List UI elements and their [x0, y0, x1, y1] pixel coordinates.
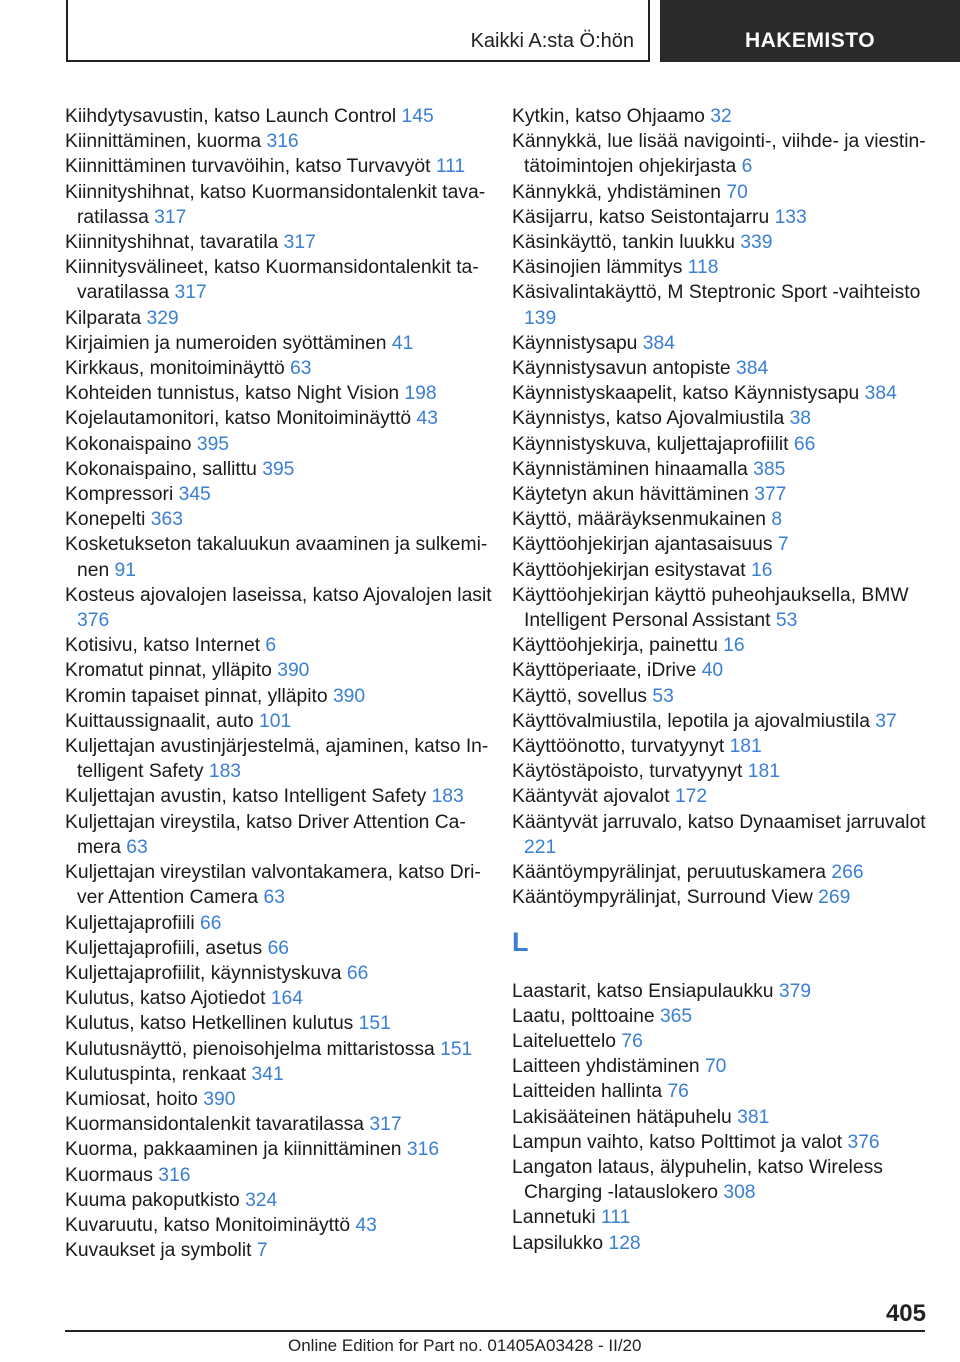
index-entry [512, 658, 932, 683]
footer-divider [65, 1330, 925, 1332]
entry-text: Kuljettajaprofiilit, käynnistyskuva [65, 962, 342, 984]
index-entry [512, 1029, 932, 1054]
page-link[interactable]: 70 [726, 181, 748, 203]
page-link[interactable]: 376 [847, 1131, 880, 1153]
page-link[interactable]: 16 [751, 559, 773, 581]
entry-text: Lapsilukko [512, 1232, 604, 1254]
page-link[interactable]: 390 [277, 660, 310, 682]
entry-text: Käsivalintakäyttö, M Steptronic Sport -vaihteisto [512, 282, 921, 304]
entry-text: Kromatut pinnat, ylläpito [65, 660, 272, 682]
index-entry [65, 684, 495, 709]
index-entry [512, 1004, 932, 1029]
entry-text: Kuorma, pakkaaminen ja kiinnittäminen [65, 1139, 402, 1161]
entry-text: Kilparata [65, 307, 142, 329]
index-entry [65, 104, 495, 129]
page-link[interactable]: 384 [642, 332, 675, 354]
page-link[interactable]: 377 [754, 484, 787, 506]
entry-text: Kiihdytysavustin, katso Launch Control [65, 106, 397, 127]
index-entry [65, 961, 495, 986]
index-entry [65, 1037, 495, 1062]
entry-text: Laastarit, katso Ensiapulaukku [512, 980, 774, 1002]
page-link[interactable]: 316 [406, 1139, 440, 1161]
page-link[interactable]: 66 [200, 912, 222, 934]
index-entry [65, 734, 495, 784]
page-link[interactable]: 66 [793, 433, 816, 455]
entry-text: Kromin tapaiset pinnat, ylläpito [65, 685, 328, 707]
entry-text: Kännykkä, lue lisää navigointi-, viihde- ja viestintätoimintojen ohjekirjasta [512, 131, 926, 178]
page-link[interactable]: 145 [401, 106, 434, 127]
page-link[interactable]: 41 [391, 332, 414, 354]
entry-text: Kääntöympyrälinjat, Surround View [512, 887, 813, 909]
entry-text: Kokonaispaino [65, 433, 192, 455]
page-link[interactable]: 329 [146, 307, 179, 329]
entry-text: Kohteiden tunnistus, katso Night Vision [65, 383, 400, 405]
page-link[interactable]: 76 [621, 1030, 643, 1052]
index-entry [512, 583, 932, 633]
index-entry [65, 432, 495, 457]
page-link[interactable]: 395 [262, 458, 295, 480]
entry-text: Laitteiden hallinta [512, 1081, 663, 1103]
page-link[interactable]: 139 [524, 307, 557, 329]
index-entry [65, 1188, 495, 1213]
index-entry [512, 356, 932, 381]
page-link[interactable]: 16 [723, 635, 745, 657]
index-entry [512, 432, 932, 457]
index-entry [65, 860, 495, 910]
entry-text: Kuvaruutu, katso Monitoiminäyttö [65, 1214, 351, 1236]
entry-text: Lakisääteinen hätäpuhelu [512, 1106, 732, 1128]
section-letter: L [512, 926, 529, 957]
index-tab[interactable]: HAKEMISTO [660, 0, 960, 62]
index-entry [65, 255, 495, 305]
entry-text: Kokonaispaino, sallittu [65, 458, 257, 480]
index-entry [512, 860, 932, 885]
page-link[interactable]: 345 [178, 484, 211, 506]
page-link[interactable]: 376 [77, 610, 110, 632]
page-link[interactable]: 324 [245, 1189, 278, 1211]
page-link[interactable]: 6 [741, 156, 753, 178]
page-link[interactable]: 151 [440, 1038, 473, 1060]
page-link[interactable]: 198 [404, 383, 437, 405]
page-link[interactable]: 7 [256, 1240, 268, 1262]
entry-text: Käsinkäyttö, tankin luukku [512, 232, 735, 254]
index-entry [65, 1213, 495, 1238]
page-link[interactable]: 339 [740, 232, 773, 254]
page-link[interactable]: 363 [150, 509, 183, 531]
page-link[interactable]: 390 [203, 1088, 236, 1110]
page-link[interactable]: 384 [736, 358, 769, 380]
entry-text: Kuljettajan vireystilan valvontakamera, katso Driver Attention Camera [65, 862, 481, 909]
entry-text: Kuljettajan avustinjärjestelmä, ajaminen, katso Intelligent Safety [65, 736, 489, 783]
index-entry [65, 1062, 495, 1087]
index-entry [65, 986, 495, 1011]
entry-text: Kulutusnäyttö, pienoisohjelma mittaristossa [65, 1038, 435, 1060]
index-entry [512, 180, 932, 205]
entry-text: Kirkkaus, monitoiminäyttö [65, 358, 285, 380]
index-entry [512, 558, 932, 583]
page-link[interactable]: 269 [818, 887, 851, 909]
page-link[interactable]: 7 [777, 534, 789, 556]
page-link[interactable]: 316 [158, 1164, 191, 1186]
entry-text: Kääntöympyrälinjat, peruutuskamera [512, 862, 827, 884]
page-link[interactable]: 111 [600, 1207, 631, 1229]
page-link[interactable]: 66 [346, 962, 369, 984]
index-entry [512, 885, 932, 910]
page-link[interactable]: 266 [831, 862, 864, 884]
entry-text: Kulutuspinta, renkaat [65, 1063, 247, 1085]
header-frame [66, 0, 650, 62]
index-entry [512, 255, 932, 280]
page-link[interactable]: 379 [778, 980, 812, 1002]
page-link[interactable]: 53 [775, 610, 798, 632]
page-link[interactable]: 395 [196, 433, 230, 455]
entry-text: Laiteluettelo [512, 1030, 616, 1052]
index-entry [512, 1155, 932, 1205]
index-entry [512, 532, 932, 557]
page-link[interactable]: 183 [431, 786, 464, 808]
entry-text: Käyttö, sovellus [512, 685, 648, 707]
page-link[interactable]: 308 [723, 1182, 756, 1204]
index-group-k [512, 104, 932, 911]
page-link[interactable]: 183 [208, 761, 242, 783]
index-entry [65, 356, 495, 381]
entry-text: Käyttöperiaate, iDrive [512, 660, 697, 682]
page-link[interactable]: 66 [267, 937, 290, 959]
page-link[interactable]: 128 [608, 1232, 641, 1254]
index-entry [512, 1205, 932, 1230]
entry-text: Käynnistys, katso Ajovalmiustila [512, 408, 785, 430]
page-link[interactable]: 101 [259, 710, 292, 732]
index-entry [512, 205, 932, 230]
page-link[interactable]: 365 [659, 1005, 693, 1027]
index-entry [512, 784, 932, 809]
page-link[interactable]: 181 [747, 761, 780, 783]
page-link[interactable]: 63 [263, 887, 285, 909]
page-link[interactable]: 151 [358, 1013, 391, 1035]
index-entry [512, 709, 932, 734]
index-entry [512, 482, 932, 507]
index-entry [65, 482, 495, 507]
index-entry [512, 230, 932, 255]
index-entry [512, 1054, 932, 1079]
page-link[interactable]: 53 [652, 685, 674, 707]
page-link[interactable]: 37 [875, 710, 897, 732]
page-link[interactable]: 43 [355, 1214, 377, 1236]
entry-text: Käyttö, määräyksenmukainen [512, 509, 766, 531]
index-group-l [512, 979, 932, 1256]
entry-text: Käsijarru, katso Seistontajarru [512, 206, 770, 228]
page-link[interactable]: 32 [710, 106, 732, 127]
index-entry [65, 1163, 495, 1188]
entry-text: Kiinnittäminen turvavöihin, katso Turvavyöt [65, 156, 431, 178]
entry-text: Käyttöohjekirja, painettu [512, 635, 718, 657]
index-entry [512, 331, 932, 356]
index-entry [512, 457, 932, 482]
entry-text: Kompressori [65, 484, 174, 506]
page-link[interactable]: 381 [737, 1106, 770, 1128]
index-entry [65, 507, 495, 532]
entry-text: Kotisivu, katso Internet [65, 635, 261, 657]
page-link[interactable]: 221 [524, 836, 557, 858]
index-entry [65, 381, 495, 406]
entry-text: Kiinnittäminen, kuorma [65, 131, 262, 153]
entry-text: Kirjaimien ja numeroiden syöttäminen [65, 332, 387, 354]
index-entry [65, 180, 495, 230]
page-link[interactable]: 385 [753, 458, 786, 480]
entry-text: Käyttöohjekirjan ajantasaisuus [512, 534, 773, 556]
entry-text: Lannetuki [512, 1207, 596, 1229]
page-number: 405 [885, 1300, 926, 1327]
entry-text: Kiinnitysvälineet, katso Kuormansidontalenkit tavaratilassa [65, 257, 479, 304]
entry-text: Kuljettajaprofiili [65, 912, 195, 934]
index-entry [512, 759, 932, 784]
footer-edition: Online Edition for Part no. 01405A03428 - II/20 [288, 1336, 642, 1355]
entry-text: Kulutus, katso Hetkellinen kulutus [65, 1013, 354, 1035]
entry-text: Käytetyn akun hävittäminen [512, 484, 749, 506]
index-entry [512, 507, 932, 532]
entry-text: Lampun vaihto, katso Polttimot ja valot [512, 1131, 843, 1153]
entry-text: Kytkin, katso Ohjaamo [512, 106, 705, 127]
index-entry [512, 979, 932, 1004]
entry-text: Käynnistäminen hinaamalla [512, 458, 748, 480]
page-link[interactable]: 316 [266, 131, 299, 153]
page-link[interactable]: 38 [789, 408, 812, 430]
entry-text: Laitteen yhdistäminen [512, 1056, 700, 1078]
entry-text: Kännykkä, yhdistäminen [512, 181, 721, 203]
index-entry [65, 457, 495, 482]
page-link[interactable]: 181 [729, 736, 762, 758]
index-entry [512, 1079, 932, 1104]
index-entry [65, 911, 495, 936]
page-link[interactable]: 6 [265, 635, 277, 657]
index-column-left [65, 104, 495, 1263]
entry-text: Kuuma pakoputkisto [65, 1189, 240, 1211]
index-entry [512, 406, 932, 431]
page-link[interactable]: 341 [251, 1063, 284, 1085]
page-link[interactable]: 172 [674, 786, 708, 808]
index-entry [65, 306, 495, 331]
entry-text: Käsinojien lämmitys [512, 257, 683, 279]
index-entry [65, 230, 495, 255]
entry-text: Kuljettajaprofiili, asetus [65, 937, 263, 959]
index-entry [65, 709, 495, 734]
index-entry [65, 154, 495, 179]
entry-text: Konepelti [65, 509, 146, 531]
index-entry [65, 532, 495, 582]
entry-text: Käynnistyskaapelit, katso Käynnistysapu [512, 383, 860, 405]
index-entry [65, 1011, 495, 1036]
entry-text: Käynnistysavun antopiste [512, 358, 731, 380]
page-link[interactable]: 91 [114, 559, 136, 581]
page-link[interactable]: 111 [435, 156, 466, 178]
index-entry [65, 658, 495, 683]
page-link[interactable]: 63 [126, 836, 148, 858]
index-entry [512, 1105, 932, 1130]
entry-text: Laatu, polttoaine [512, 1005, 655, 1027]
page-link[interactable]: 317 [369, 1114, 402, 1136]
page-link[interactable]: 40 [701, 660, 724, 682]
entry-text: Käyttöönotto, turvatyynyt [512, 736, 725, 758]
entry-text: Kuormansidontalenkit tavaratilassa [65, 1114, 365, 1136]
section-title: Kaikki A:sta Ö:hön [470, 30, 634, 52]
index-entry [512, 381, 932, 406]
page-link[interactable]: 70 [704, 1056, 727, 1078]
index-entry [512, 104, 932, 129]
entry-text: Käynnistyskuva, kuljettajaprofiilit [512, 433, 789, 455]
index-entry [65, 1137, 495, 1162]
entry-text: Käyttöohjekirjan käyttö puheohjauksella, BMW Intelligent Personal Assistant [512, 584, 909, 632]
entry-text: Kuormaus [65, 1164, 153, 1186]
entry-text: Kuvaukset ja symbolit [65, 1240, 252, 1262]
index-entry [512, 734, 932, 759]
entry-text: Käynnistysapu [512, 332, 638, 354]
index-entry [65, 129, 495, 154]
page-link[interactable]: 43 [416, 408, 438, 430]
entry-text: Langaton lataus, älypuhelin, katso Wireless Charging -latauslokero [512, 1156, 883, 1204]
entry-text: Kuljettajan avustin, katso Intelligent Safety [65, 786, 427, 808]
entry-text: Kääntyvät ajovalot [512, 786, 670, 808]
index-column-right [512, 104, 932, 1256]
index-entry [512, 633, 932, 658]
index-entry [512, 280, 932, 330]
index-entry [512, 1231, 932, 1256]
entry-text: Kääntyvät jarruvalo, katso Dynaamiset jarruvalot [512, 811, 926, 833]
index-entry [65, 784, 495, 809]
index-entry [65, 1087, 495, 1112]
index-entry [65, 810, 495, 860]
index-entry [65, 633, 495, 658]
index-entry [65, 406, 495, 431]
page-link[interactable]: 164 [270, 988, 303, 1010]
index-entry [65, 1112, 495, 1137]
entry-text: Kuljettajan vireystila, katso Driver Attention Camera [65, 811, 466, 858]
entry-text: Kiinnityshihnat, katso Kuormansidontalenkit tavaratilassa [65, 181, 486, 228]
index-entry [65, 331, 495, 356]
entry-text: Kumiosat, hoito [65, 1088, 198, 1110]
entry-text: Käyttöohjekirjan esitystavat [512, 559, 746, 581]
page-link[interactable]: 76 [667, 1081, 689, 1103]
page-link[interactable]: 133 [774, 206, 807, 228]
page-link[interactable]: 8 [771, 509, 783, 531]
entry-text: Käyttövalmiustila, lepotila ja ajovalmiustila [512, 710, 870, 732]
entry-text: Kosteus ajovalojen laseissa, katso Ajovalojen lasit [65, 584, 492, 606]
entry-text: Kiinnityshihnat, tavaratila [65, 232, 279, 254]
index-entry [512, 684, 932, 709]
index-entry [65, 936, 495, 961]
entry-text: Kulutus, katso Ajotiedot [65, 988, 266, 1010]
index-entry [512, 129, 932, 179]
entry-text: Kuittaussignaalit, auto [65, 710, 254, 732]
index-entry [512, 810, 932, 860]
index-entry [65, 1238, 495, 1263]
page-link[interactable]: 384 [864, 383, 897, 405]
page-link[interactable]: 317 [283, 232, 316, 254]
page-link[interactable]: 317 [174, 282, 207, 304]
entry-text: Käytöstäpoisto, turvatyynyt [512, 761, 743, 783]
page-link[interactable]: 118 [687, 257, 719, 279]
entry-text: Kojelautamonitori, katso Monitoiminäyttö [65, 408, 412, 430]
page-link[interactable]: 390 [332, 685, 366, 707]
entry-text: Kosketukseton takaluukun avaaminen ja sulkeminen [65, 534, 488, 581]
index-entry [65, 583, 495, 633]
index-entry [512, 1130, 932, 1155]
page-link[interactable]: 63 [290, 358, 312, 380]
page-link[interactable]: 317 [154, 206, 187, 228]
